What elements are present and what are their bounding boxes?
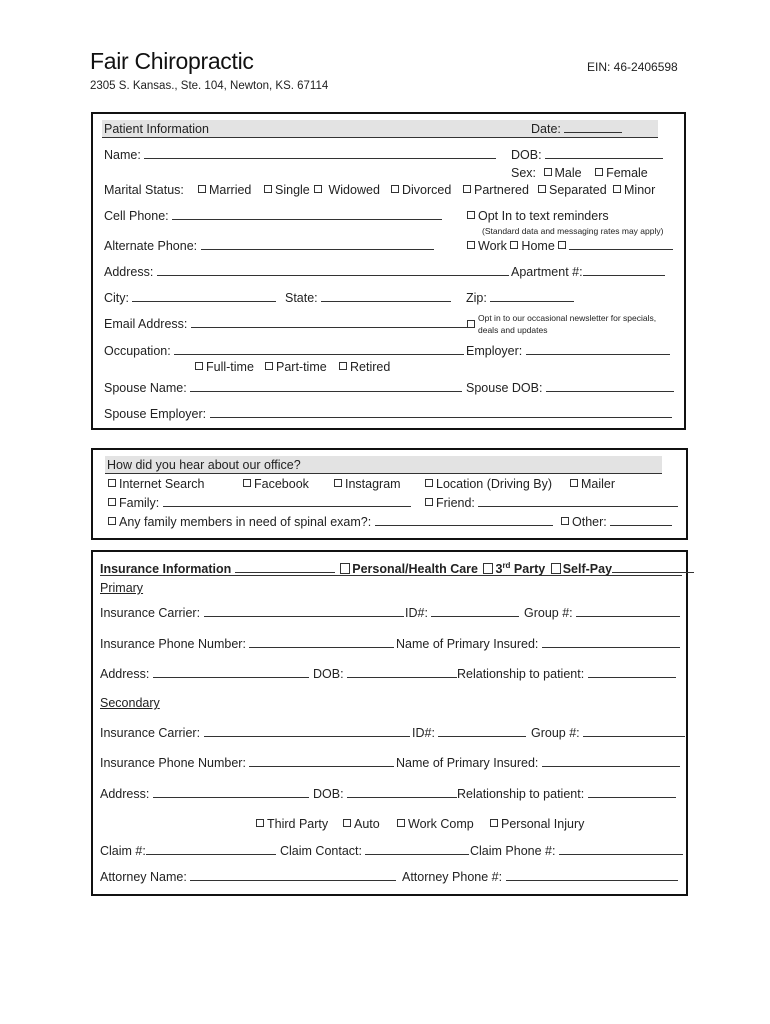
referral-facebook[interactable]: Facebook [243,477,309,491]
newsletter-checkbox[interactable] [467,318,478,332]
marital-minor[interactable]: Minor [613,183,655,197]
claim-phone-field[interactable]: Claim Phone #: [470,844,683,858]
employer-label: Employer: [466,344,523,358]
opt-in-text-checkbox[interactable]: Opt In to text reminders [467,209,609,223]
primary-phone-field[interactable]: Insurance Phone Number: [100,637,394,651]
state-field[interactable] [285,291,451,305]
checkbox-icon [340,563,350,574]
checkbox-icon [544,168,552,176]
checkbox-icon [108,479,116,487]
primary-relationship-field[interactable]: Relationship to patient: [457,667,676,681]
address-label: Address: [104,265,154,279]
checkbox-icon [339,362,347,370]
employer-field[interactable] [466,344,670,358]
name-field[interactable] [104,148,496,162]
state-label: State: [285,291,318,305]
secondary-phone-field[interactable]: Insurance Phone Number: [100,756,394,770]
insurance-header-row [100,561,694,576]
checkbox-icon [391,185,399,193]
email-label: Email Address: [104,317,188,331]
case-third-party[interactable]: Third Party [256,817,328,831]
claim-contact-field[interactable]: Claim Contact: [280,844,469,858]
phone-type-home[interactable]: Home [510,239,554,253]
primary-dob-field[interactable]: DOB: [313,667,457,681]
referral-mailer[interactable]: Mailer [570,477,615,491]
spouse-employer-field[interactable] [104,407,672,421]
referral-friend-field[interactable]: Friend: [425,496,678,510]
checkbox-icon [483,563,493,574]
checkbox-icon [595,168,603,176]
checkbox-icon [510,241,518,249]
checkbox-icon [425,498,433,506]
newsletter-line2: deals and updates [478,325,548,335]
occupation-label: Occupation: [104,344,171,358]
secondary-address-field[interactable]: Address: [100,787,309,801]
primary-id-field[interactable]: ID#: [405,606,519,620]
marital-partnered[interactable]: Partnered [463,183,529,197]
alternate-phone-field[interactable] [104,239,434,253]
checkbox-icon [467,211,475,219]
date-field[interactable] [531,122,622,136]
name-label: Name: [104,148,141,162]
checkbox-icon [467,320,475,328]
apartment-field[interactable] [511,265,665,279]
secondary-title: Secondary [100,696,160,710]
newsletter-line1: Opt in to our occasional newsletter for specials, [478,313,657,323]
checkbox-icon [198,185,206,193]
city-field[interactable] [104,291,276,305]
attorney-phone-field[interactable]: Attorney Phone #: [402,870,678,884]
referral-family-field[interactable]: Family: [108,496,411,510]
checkbox-icon [108,498,116,506]
checkbox-icon [265,362,273,370]
clinic-address: 2305 S. Kansas., Ste. 104, Newton, KS. 67114 [90,80,329,92]
checkbox-icon [195,362,203,370]
clinic-name: Fair Chiropractic [90,48,254,74]
marital-separated[interactable]: Separated [538,183,607,197]
email-field[interactable] [104,317,467,331]
checkbox-icon [463,185,471,193]
secondary-dob-field[interactable]: DOB: [313,787,457,801]
employment-retired[interactable]: Retired [339,360,390,374]
insurance-section-title: Insurance Information [100,562,232,577]
referral-other-field[interactable]: Other: [561,515,672,529]
checkbox-icon [343,819,351,827]
checkbox-icon [467,241,475,249]
checkbox-icon [613,185,621,193]
checkbox-icon [256,819,264,827]
marital-single[interactable]: Single [264,183,310,197]
cell-phone-field[interactable] [104,209,442,223]
zip-label: Zip: [466,291,487,305]
spouse-dob-label: Spouse DOB: [466,381,543,395]
sex-label: Sex: [511,166,537,180]
checkbox-icon [490,819,498,827]
checkbox-icon [314,185,322,193]
insurance-header-underline [100,575,682,576]
employment-full-time[interactable]: Full-time [195,360,254,374]
checkbox-icon [558,241,566,249]
marital-married[interactable]: Married [198,183,251,197]
marital-divorced[interactable]: Divorced [391,183,451,197]
checkbox-icon [108,517,116,525]
sex-option-male[interactable]: Male [544,166,582,180]
checkbox-icon [561,517,569,525]
referral-section-title: How did you hear about our office? [107,458,301,472]
attorney-name-field[interactable]: Attorney Name: [100,870,396,884]
zip-field[interactable] [466,291,574,305]
primary-address-field[interactable]: Address: [100,667,309,681]
spouse-name-field[interactable] [104,381,462,395]
primary-carrier-field[interactable]: Insurance Carrier: [100,606,404,620]
claim-number-field[interactable]: Claim #: [100,844,276,858]
phone-type-options [467,239,673,253]
cell-phone-label: Cell Phone: [104,209,169,223]
checkbox-icon [551,563,561,574]
case-work-comp[interactable]: Work Comp [397,817,474,831]
opt-in-text-note: (Standard data and messaging rates may apply) [482,226,664,236]
case-personal-injury[interactable]: Personal Injury [490,817,584,831]
case-auto[interactable]: Auto [343,817,380,831]
apartment-label: Apartment #: [511,265,583,279]
sex-field [511,166,648,180]
occupation-field[interactable] [104,344,464,358]
checkbox-icon [570,479,578,487]
secondary-insured-name-field[interactable]: Name of Primary Insured: [396,756,680,770]
referral-location[interactable]: Location (Driving By) [425,477,552,491]
patient-section-title: Patient Information [104,122,209,136]
checkbox-icon [334,479,342,487]
checkbox-icon [397,819,405,827]
marital-widowed[interactable]: Widowed [314,183,380,197]
referral-instagram[interactable]: Instagram [334,477,401,491]
primary-group-field[interactable]: Group #: [524,606,680,620]
checkbox-icon [538,185,546,193]
secondary-relationship-field[interactable]: Relationship to patient: [457,787,676,801]
dob-field[interactable] [511,148,663,162]
alternate-phone-label: Alternate Phone: [104,239,198,253]
secondary-carrier-field[interactable]: Insurance Carrier: [100,726,410,740]
marital-status-row [104,183,184,197]
employment-part-time[interactable]: Part-time [265,360,327,374]
secondary-id-field[interactable]: ID#: [412,726,526,740]
sex-option-female[interactable]: Female [595,166,648,180]
checkbox-icon [425,479,433,487]
checkbox-icon [243,479,251,487]
spouse-name-label: Spouse Name: [104,381,187,395]
spouse-employer-label: Spouse Employer: [104,407,207,421]
secondary-group-field[interactable]: Group #: [531,726,685,740]
address-field[interactable] [104,265,509,279]
referral-internet-search[interactable]: Internet Search [108,477,204,491]
clinic-ein: EIN: 46-2406598 [587,60,678,74]
date-label: Date: [531,122,561,136]
dob-label: DOB: [511,148,542,162]
checkbox-icon [264,185,272,193]
insurance-type-self-pay[interactable]: Self-Pay [549,562,612,576]
spouse-dob-field[interactable] [466,381,674,395]
primary-title: Primary [100,581,144,595]
primary-insured-name-field[interactable]: Name of Primary Insured: [396,637,680,651]
phone-type-other[interactable] [558,239,673,253]
phone-type-work[interactable]: Work [467,239,507,253]
city-label: City: [104,291,129,305]
insurance-type-third-party[interactable]: 3rd Party [481,562,545,576]
referral-family-exam-field[interactable]: Any family members in need of spinal exam?: [108,515,553,529]
marital-label: Marital Status: [104,183,184,197]
insurance-type-personal[interactable]: Personal/Health Care [338,562,478,576]
